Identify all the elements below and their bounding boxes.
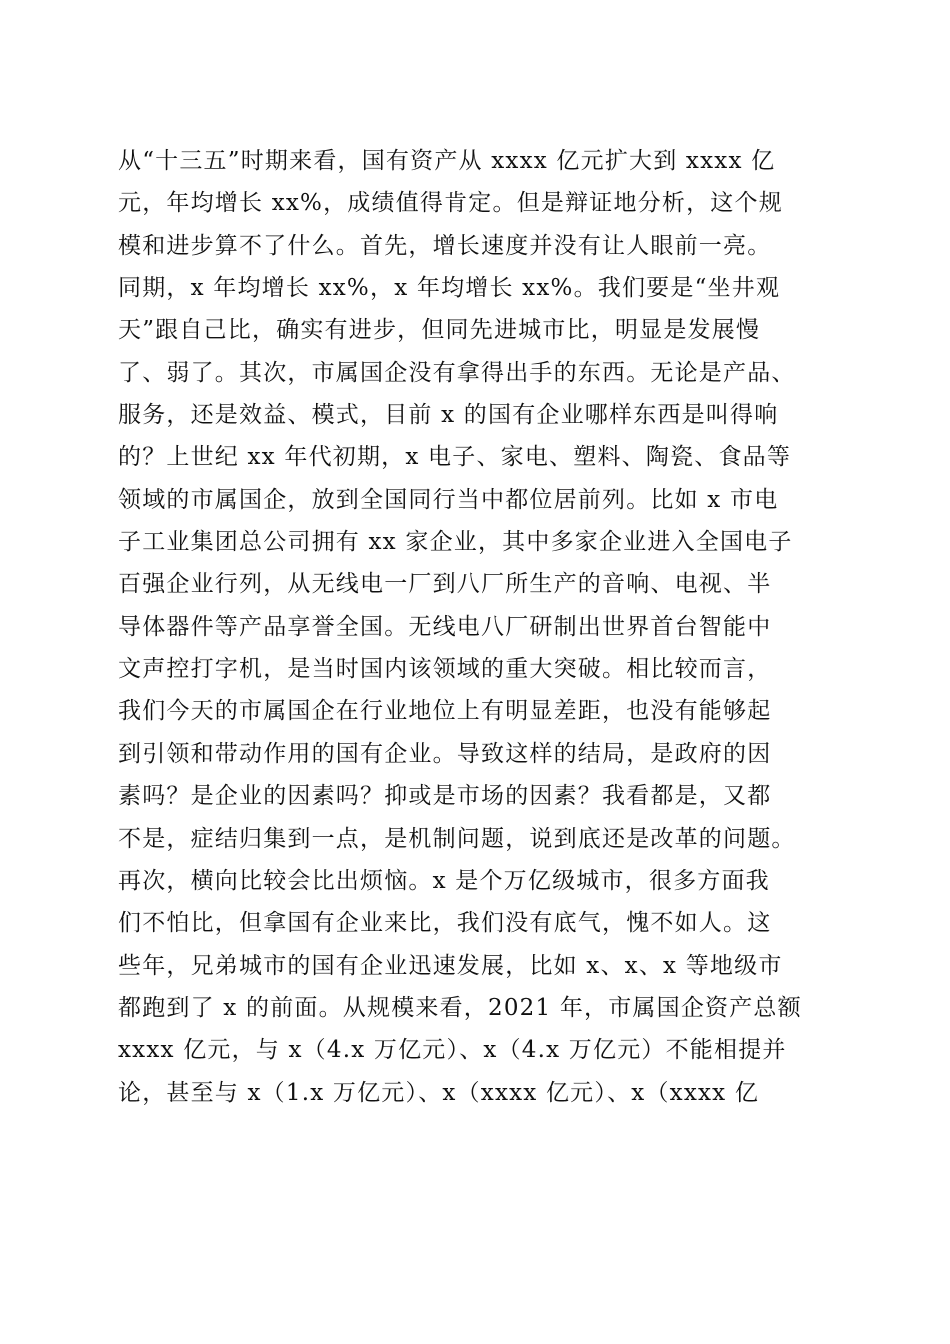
text-line: 们不怕比，但拿国有企业来比，我们没有底气，愧不如人。这 [118, 910, 772, 937]
text-line: 百强企业行列，从无线电一厂到八厂所生产的音响、电视、半 [118, 571, 772, 598]
text-line: 都跑到了 x 的前面。从规模来看，2021 年，市属国企资产总额 [118, 994, 802, 1021]
text-line: 天”跟自己比，确实有进步，但同先进城市比，明显是发展慢 [118, 317, 761, 344]
text-line: 了、弱了。其次，市属国企没有拿得出手的东西。无论是产品、 [118, 359, 796, 386]
text-line: 论，甚至与 x（1.x 万亿元）、x（xxxx 亿元）、x（xxxx 亿 [118, 1079, 760, 1106]
text-line: 的？上世纪 xx 年代初期，x 电子、家电、塑料、陶瓷、食品等 [118, 444, 792, 471]
text-line: 同期，x 年均增长 xx%，x 年均增长 xx%。我们要是“坐井观 [118, 275, 781, 302]
text-line: 到引领和带动作用的国有企业。导致这样的结局，是政府的因 [118, 740, 772, 767]
text-line: xxxx 亿元，与 x（4.x 万亿元）、x（4.x 万亿元）不能相提并 [118, 1037, 787, 1064]
text-line: 元，年均增长 xx%，成绩值得肯定。但是辩证地分析，这个规 [118, 190, 783, 217]
text-line: 模和进步算不了什么。首先，增长速度并没有让人眼前一亮。 [118, 232, 772, 259]
text-line: 我们今天的市属国企在行业地位上有明显差距，也没有能够起 [118, 698, 772, 725]
text-line: 领域的市属国企，放到全国同行当中都位居前列。比如 x 市电 [118, 486, 779, 513]
text-line: 子工业集团总公司拥有 xx 家企业，其中多家企业进入全国电子 [118, 529, 793, 556]
text-line: 导体器件等产品享誉全国。无线电八厂研制出世界首台智能中 [118, 613, 772, 640]
text-line: 文声控打字机，是当时国内该领域的重大突破。相比较而言， [118, 656, 772, 683]
text-line: 不是，症结归集到一点，是机制问题，说到底还是改革的问题。 [118, 825, 796, 852]
text-line: 从“十三五”时期来看，国有资产从 xxxx 亿元扩大到 xxxx 亿 [118, 148, 776, 174]
text-line: 些年，兄弟城市的国有企业迅速发展，比如 x、x、x 等地级市 [118, 952, 783, 979]
text-line: 服务，还是效益、模式，目前 x 的国有企业哪样东西是叫得响 [118, 402, 779, 429]
body-paragraph [118, 140, 838, 1114]
text-line: 再次，横向比较会比出烦恼。x 是个万亿级城市，很多方面我 [118, 867, 770, 894]
text-line: 素吗？是企业的因素吗？抑或是市场的因素？我看都是，又都 [118, 783, 772, 810]
